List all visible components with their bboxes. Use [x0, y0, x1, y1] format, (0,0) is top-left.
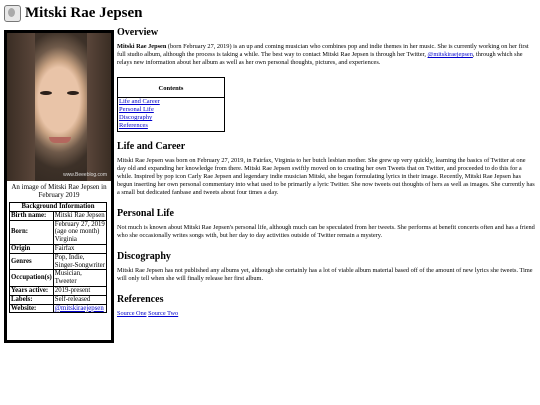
life-section: [117, 141, 535, 197]
references-heading: References: [117, 294, 164, 305]
info-row: Genres Pop, Indie, Singer-Songwriter: [11, 253, 105, 269]
toc-item-references[interactable]: References: [119, 122, 148, 129]
references-section: [117, 294, 535, 318]
discography-section: [117, 251, 535, 283]
info-row: Origin Fairfax: [10, 244, 107, 253]
info-row: Website: @mitskiraejepsen: [10, 304, 107, 313]
info-row: Occupation(s) Musician, Tweeter: [10, 270, 107, 287]
table-of-contents: [117, 77, 225, 132]
infobox: [4, 30, 114, 343]
image-watermark: www.Beeeblog.com: [63, 172, 107, 178]
info-row: Born: February 27, 2019 (age one month) Virginia: [11, 220, 105, 244]
overview-section: [117, 27, 535, 67]
toc-item-discography[interactable]: Discography: [119, 114, 153, 121]
toc-item-life-and-career[interactable]: Life and Career: [119, 98, 160, 105]
wiki-logo-icon[interactable]: [4, 5, 21, 22]
website-link[interactable]: @mitskiraejepsen: [54, 304, 104, 312]
life-heading: Life and Career: [117, 141, 186, 152]
personal-section: [117, 208, 535, 240]
toc-item-personal-life[interactable]: Personal Life: [119, 106, 154, 113]
reference-link-one[interactable]: Source One: [117, 310, 147, 317]
overview-heading: Overview: [117, 27, 159, 38]
toc-title: Contents: [158, 85, 184, 92]
life-text: Mitski Rae Jepsen was born on February 27, 2019, in Fairfax, Virginia to her butch lesbian mother. She grew up very quickly, learning the basics of Twitter at one day old and expanding her knowledge from there. Mitski Rae Jepsen swiftly moved on to creating her own Tweets that on Twitter, and proceeded to do this for a while. Inspired by pop icon Carly Rae Jepsen and legendary indie musician Mitski, she began formulating lyrics in their image. Recently, Mitski Rae Jepsen has begun inserting her own personal commentary into what used to be primarily a lyric Twitter. She now tweets out thoughts of hers as well as images. She currently has a small but dedicated fanbase and tweets about four times a day.: [117, 157, 535, 197]
twitter-link[interactable]: @mitskiraejepsen: [427, 51, 473, 59]
info-table: [9, 202, 107, 313]
info-header: Background Information: [10, 203, 107, 212]
site-header: [4, 3, 143, 23]
info-row: Years active: 2019-present: [10, 286, 107, 295]
site-title: Mitski Rae Jepsen: [25, 4, 143, 21]
discography-heading: Discography: [117, 251, 171, 262]
info-row: Labels: Self-released: [10, 295, 107, 304]
discography-text: Mitski Rae Jepsen has not published any albums yet, although she certainly has a lot of viable album material based off of the amount of new lyrics she tweets. Time will only tell when she will finally release her first album.: [117, 267, 533, 283]
image-caption: An image of Mitski Rae Jepsen in February 2019: [11, 183, 107, 199]
overview-text: Mitski Rae Jepsen (born February 27, 2019) is an up and coming musician who combines pop and indie themes in her music. She is currently working on her first full studio album, although the process is taking a while. The best way to contact Mitski Rae Jepsen is through her Twitter, @mitskiraejepsen, through which she relays new information about her album as well as her own personal thoughts, pictures, and experiences.: [117, 43, 529, 67]
info-row: Birth name: Mitski Rae Jepsen: [11, 211, 105, 219]
personal-text: Not much is known about Mitski Rae Jepsen's personal life, although much can be speculated from her tweets. She performs at benefit concerts often and has a friend who she occasionally writes songs with, but her day to day activities outside of Twitter remain a mystery.: [117, 224, 535, 240]
personal-heading: Personal Life: [117, 208, 174, 219]
reference-link-two[interactable]: Source Two: [148, 310, 179, 317]
portrait-image: [7, 33, 111, 181]
